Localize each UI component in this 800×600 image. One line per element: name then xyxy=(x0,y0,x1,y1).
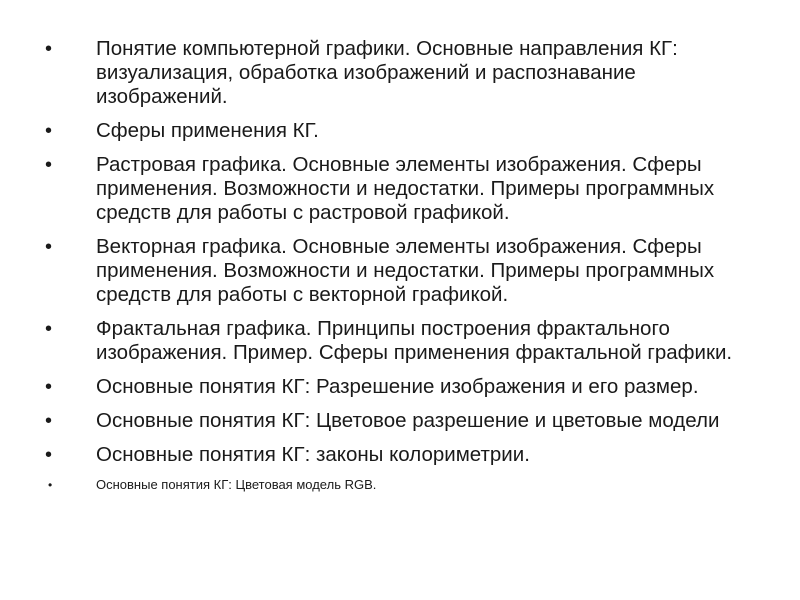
bullet-icon: • xyxy=(45,236,53,258)
list-item xyxy=(45,37,765,109)
bullet-icon: • xyxy=(45,38,53,60)
bullet-icon: • xyxy=(45,376,53,398)
list-item-text: Основные понятия КГ: Цветовая модель RGB. xyxy=(96,477,377,492)
list-item xyxy=(45,443,765,467)
list-item-text: Основные понятия КГ: Разрешение изображения и его размер. xyxy=(96,375,699,398)
list-item-text: Растровая графика. Основные элементы изображения. Сферы применения. Возможности и недостатки. Примеры программных средств для работы с растровой графикой. xyxy=(96,153,715,224)
list-item xyxy=(45,119,765,143)
list-item xyxy=(45,317,765,365)
bullet-icon: • xyxy=(45,120,53,142)
list-item xyxy=(45,375,765,399)
list-item-text: Понятие компьютерной графики. Основные направления КГ: визуализация, обработка изображений и распознавание изображений. xyxy=(96,37,678,108)
list-item-text: Сферы применения КГ. xyxy=(96,119,319,142)
list-item xyxy=(45,235,765,307)
list-item xyxy=(45,409,765,433)
bullet-icon: • xyxy=(45,444,53,466)
list-item xyxy=(45,477,765,493)
bullet-list xyxy=(45,37,765,493)
bullet-icon: • xyxy=(48,478,53,492)
bullet-icon: • xyxy=(45,154,53,176)
list-item-text: Основные понятия КГ: законы колориметрии. xyxy=(96,443,530,466)
list-item xyxy=(45,153,765,225)
bullet-icon: • xyxy=(45,318,53,340)
list-item-text: Фрактальная графика. Принципы построения фрактального изображения. Пример. Сферы применения фрактальной графики. xyxy=(96,317,733,364)
list-item-text: Основные понятия КГ: Цветовое разрешение и цветовые модели xyxy=(96,409,720,432)
bullet-icon: • xyxy=(45,410,53,432)
list-item-text: Векторная графика. Основные элементы изображения. Сферы применения. Возможности и недостатки. Примеры программных средств для работы с векторной графикой. xyxy=(96,235,715,306)
